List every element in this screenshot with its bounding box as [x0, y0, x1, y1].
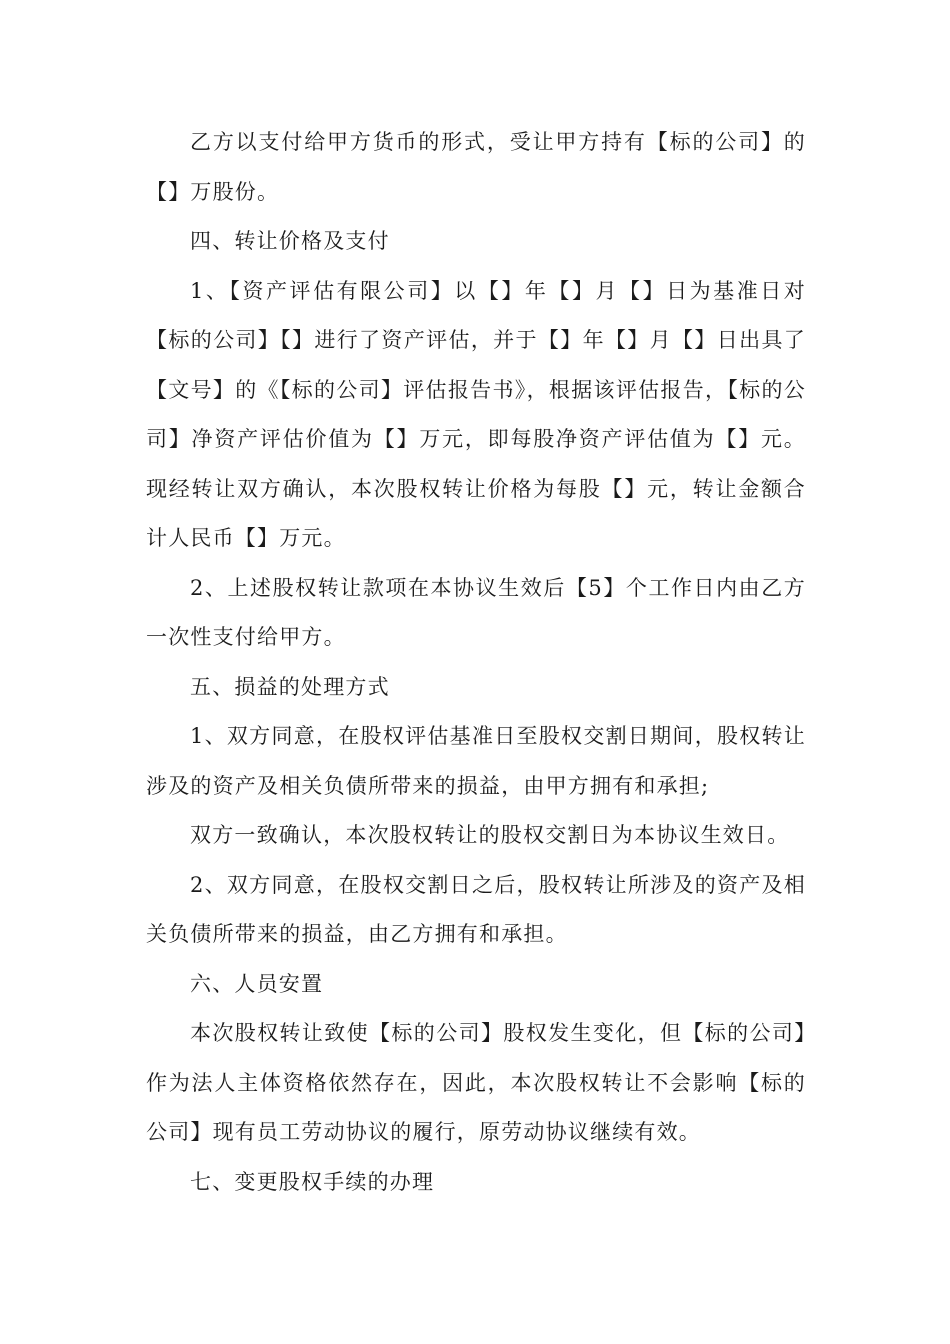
section-heading-profit-loss: 五、损益的处理方式: [190, 674, 390, 699]
section-heading-price-payment: 四、转让价格及支付: [190, 229, 390, 253]
paragraph-profit-loss-before-delivery: 1、双方同意，在股权评估基准日至股权交割日期间，股权转让涉及的资产及相关负债所带来的损益，由甲方拥有和承担;: [146, 724, 806, 798]
paragraph-staff-arrangement: 本次股权转让致使【标的公司】股权发生变化，但【标的公司】作为法人主体资格依然存在，因此，本次股权转让不会影响【标的公司】现有员工劳动协议的履行，原劳动协议继续有效。: [146, 1021, 806, 1144]
paragraph-delivery-date: 双方一致确认，本次股权转让的股权交割日为本协议生效日。: [190, 823, 790, 847]
paragraph-valuation: 1、【资产评估有限公司】以【】年【】月【】日为基准日对【标的公司】【】进行了资产评估，并于【】年【】月【】日出具了【文号】的《【标的公司】评估报告书》，根据该评估报告，【标的公司】净资产评估价值为【】万元，即每股净资产评估值为【】元。现经转让双方确认，本次股权转让价格为每股【】元，转让金额合计人民币【】万元。: [146, 278, 806, 550]
paragraph-profit-loss-after-delivery: 2、双方同意，在股权交割日之后，股权转让所涉及的资产及相关负债所带来的损益，由乙方拥有和承担。: [146, 872, 806, 946]
paragraph-payment-terms: 2、上述股权转让款项在本协议生效后【5】个工作日内由乙方一次性支付给甲方。: [146, 575, 806, 649]
paragraph-share-transfer: 乙方以支付给甲方货币的形式，受让甲方持有【标的公司】的【】万股份。: [146, 130, 806, 204]
section-heading-registration-change: 七、变更股权手续的办理: [190, 1169, 435, 1194]
document-body: [146, 118, 806, 1207]
section-heading-staff: 六、人员安置: [190, 971, 324, 996]
